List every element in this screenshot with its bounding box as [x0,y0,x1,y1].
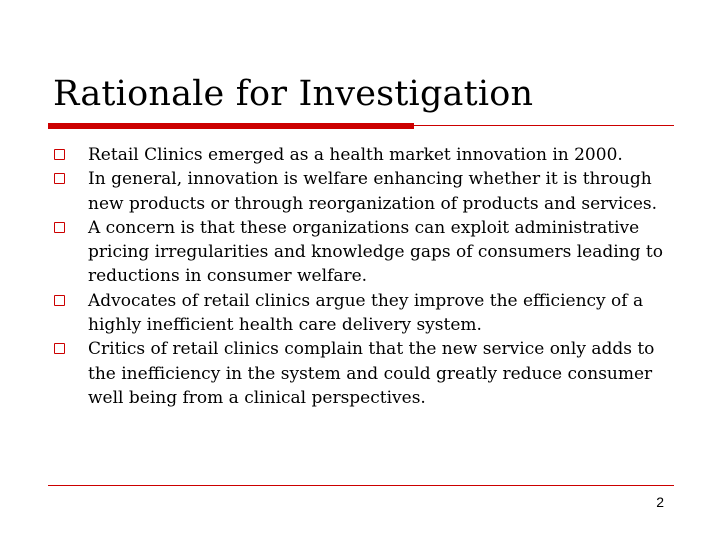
bullet-item [54,216,674,289]
hollow-square-bullet-icon [54,295,65,306]
bullet-item [54,167,674,216]
hollow-square-bullet-icon [54,343,65,354]
slide-title: Rationale for Investigation [53,74,534,114]
bullet-text: Retail Clinics emerged as a health market innovation in 2000. [88,145,623,165]
hollow-square-bullet-icon [54,173,65,184]
bullet-item [54,143,674,167]
bullet-item [54,337,674,410]
title-underline-thin [414,125,674,126]
bullet-list [54,143,674,410]
hollow-square-bullet-icon [54,222,65,233]
bullet-item [54,289,674,338]
bullet-text: Critics of retail clinics complain that the new service only adds to the inefficiency in the system and could greatly reduce consumer well being from a clinical perspectives. [88,339,655,408]
footer-divider [48,485,674,486]
hollow-square-bullet-icon [54,149,65,160]
page-number: 2 [656,494,664,510]
title-underline-thick [48,123,414,129]
bullet-text: A concern is that these organizations can exploit administrative pricing irregularities and knowledge gaps of consumers leading to reductions in consumer welfare. [88,217,663,287]
bullet-text: In general, innovation is welfare enhancing whether it is through new products or through reorganization of products and services. [88,169,658,214]
bullet-text: Advocates of retail clinics argue they improve the efficiency of a highly inefficient health care delivery system. [88,290,644,336]
